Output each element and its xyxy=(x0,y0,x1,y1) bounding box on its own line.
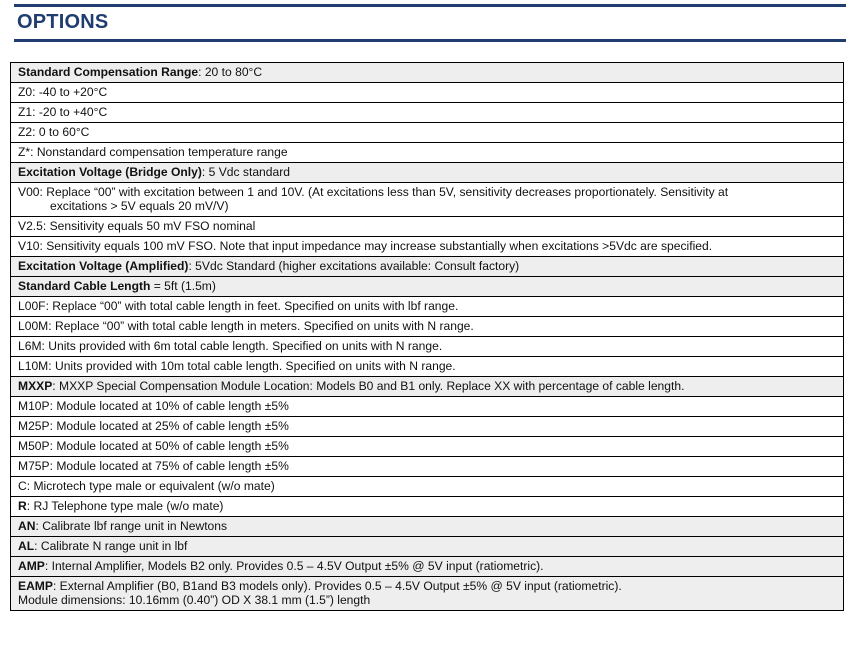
option-description: : 5 Vdc standard xyxy=(201,165,290,179)
option-description: L00F: Replace “00” with total cable length in feet. Specified on units with lbf range. xyxy=(18,299,459,313)
option-cell xyxy=(11,537,844,557)
option-description: : Calibrate lbf range unit in Newtons xyxy=(35,519,228,533)
option-code: AN xyxy=(18,519,36,533)
option-cell xyxy=(11,417,844,437)
option-cell xyxy=(11,497,844,517)
option-row xyxy=(11,183,844,217)
option-cell xyxy=(11,517,844,537)
option-row xyxy=(11,163,844,183)
option-cell xyxy=(11,397,844,417)
option-cell xyxy=(11,317,844,337)
option-cell xyxy=(11,103,844,123)
option-code: MXXP xyxy=(18,379,53,393)
options-table xyxy=(10,62,844,611)
option-row xyxy=(11,517,844,537)
option-cell xyxy=(11,577,844,611)
option-description: : 5Vdc Standard (higher excitations available: Consult factory) xyxy=(188,259,520,273)
option-description: : 20 to 80°C xyxy=(198,65,263,79)
option-cell xyxy=(11,357,844,377)
option-row xyxy=(11,557,844,577)
option-row xyxy=(11,317,844,337)
option-row xyxy=(11,63,844,83)
option-cell xyxy=(11,163,844,183)
option-cell xyxy=(11,477,844,497)
option-description: V10: Sensitivity equals 100 mV FSO. Note that input impedance may increase substantially when excitations >5Vdc are specified. xyxy=(18,239,713,253)
option-cell xyxy=(11,377,844,397)
options-table-body xyxy=(11,63,844,611)
option-row xyxy=(11,397,844,417)
option-description: L6M: Units provided with 6m total cable length. Specified on units with N range. xyxy=(18,339,443,353)
option-row xyxy=(11,83,844,103)
option-cell xyxy=(11,237,844,257)
option-cell xyxy=(11,123,844,143)
option-cell xyxy=(11,257,844,277)
option-description: V00: Replace “00” with excitation between 1 and 10V. (At excitations less than 5V, sensitivity decreases proportionately. Sensitivity at xyxy=(18,185,729,199)
option-cell xyxy=(11,143,844,163)
option-row xyxy=(11,577,844,611)
option-description: C: Microtech type male or equivalent (w/o mate) xyxy=(18,479,275,493)
option-code: AL xyxy=(18,539,35,553)
option-description: : RJ Telephone type male (w/o mate) xyxy=(26,499,224,513)
option-cell xyxy=(11,277,844,297)
option-row xyxy=(11,237,844,257)
option-cell xyxy=(11,437,844,457)
option-description: M25P: Module located at 25% of cable length ±5% xyxy=(18,419,289,433)
option-cell xyxy=(11,217,844,237)
option-row xyxy=(11,337,844,357)
option-description: Z0: -40 to +20°C xyxy=(18,85,108,99)
option-code: Excitation Voltage (Bridge Only) xyxy=(18,165,202,179)
option-description: L00M: Replace “00” with total cable length in meters. Specified on units with N range. xyxy=(18,319,474,333)
option-cell xyxy=(11,63,844,83)
option-description: Z*: Nonstandard compensation temperature range xyxy=(18,145,288,159)
option-cell xyxy=(11,183,844,217)
option-cell xyxy=(11,337,844,357)
option-row xyxy=(11,457,844,477)
option-row xyxy=(11,123,844,143)
option-code: AMP xyxy=(18,559,45,573)
option-row xyxy=(11,357,844,377)
option-row xyxy=(11,277,844,297)
option-row xyxy=(11,103,844,123)
option-code: R xyxy=(18,499,27,513)
option-row xyxy=(11,477,844,497)
option-description-line2: excitations > 5V equals 20 mV/V) xyxy=(50,199,229,213)
title-underline xyxy=(14,39,846,42)
option-cell xyxy=(11,557,844,577)
option-row xyxy=(11,497,844,517)
option-description: M50P: Module located at 50% of cable length ±5% xyxy=(18,439,289,453)
top-rule xyxy=(14,4,846,7)
option-code-continued: Compensation Range xyxy=(73,65,199,79)
option-cell xyxy=(11,83,844,103)
option-row xyxy=(11,437,844,457)
option-description: M10P: Module located at 10% of cable length ±5% xyxy=(18,399,289,413)
option-row xyxy=(11,143,844,163)
option-description: L10M: Units provided with 10m total cable length. Specified on units with N range. xyxy=(18,359,456,373)
option-description: Z2: 0 to 60°C xyxy=(18,125,90,139)
option-description: M75P: Module located at 75% of cable length ±5% xyxy=(18,459,289,473)
option-code: Excitation Voltage (Amplified) xyxy=(18,259,189,273)
option-row xyxy=(11,217,844,237)
option-description: V2.5: Sensitivity equals 50 mV FSO nominal xyxy=(18,219,256,233)
option-description: = 5ft (1.5m) xyxy=(150,279,216,293)
option-code: Standard Cable Length xyxy=(18,279,151,293)
option-code: Standard xyxy=(18,65,71,79)
option-row xyxy=(11,537,844,557)
option-row xyxy=(11,257,844,277)
option-row xyxy=(11,297,844,317)
option-description: : Calibrate N range unit in lbf xyxy=(34,539,188,553)
option-description: : External Amplifier (B0, B1and B3 models only). Provides 0.5 – 4.5V Output ±5% @ 5V input (ratiometric). xyxy=(52,579,622,593)
option-description: : Internal Amplifier, Models B2 only. Provides 0.5 – 4.5V Output ±5% @ 5V input (ratiometric). xyxy=(44,559,544,573)
option-code: EAMP xyxy=(18,579,53,593)
option-cell xyxy=(11,297,844,317)
option-cell xyxy=(11,457,844,477)
page-title: OPTIONS xyxy=(17,11,109,33)
option-description: : MXXP Special Compensation Module Location: Models B0 and B1 only. Replace XX with percentage of cable length. xyxy=(52,379,685,393)
option-description: Z1: -20 to +40°C xyxy=(18,105,108,119)
option-row xyxy=(11,417,844,437)
option-description-line2: Module dimensions: 10.16mm (0.40”) OD X 38.1 mm (1.5”) length xyxy=(18,593,371,607)
option-row xyxy=(11,377,844,397)
